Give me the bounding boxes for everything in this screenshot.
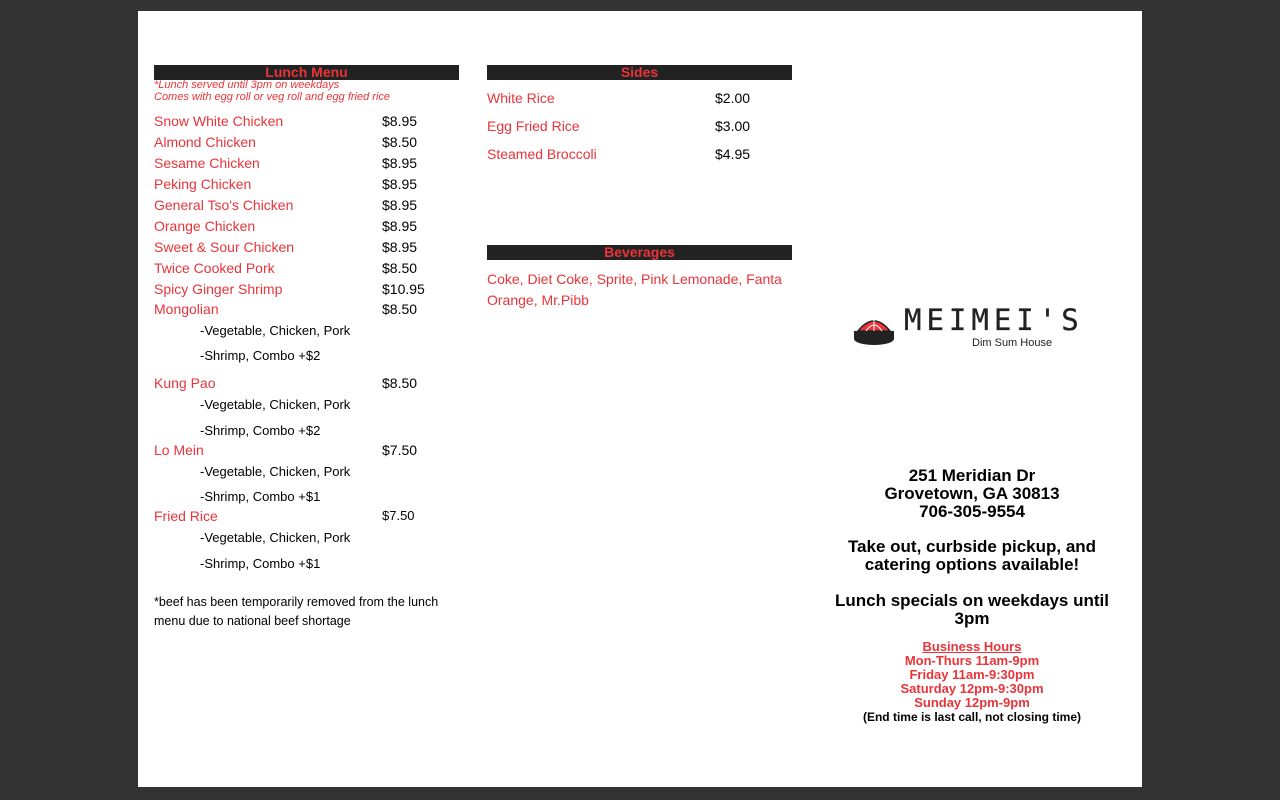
dumpling-basket-icon (852, 311, 898, 351)
address-block (818, 467, 1126, 521)
item-name: Sweet & Sour Chicken (154, 239, 295, 255)
takeout-line-1: Take out, curbside pickup, and (847, 537, 1097, 556)
hours-line-2: Friday 11am-9:30pm (909, 667, 1035, 682)
item-price: $7.50 (382, 508, 415, 523)
menu-item (154, 155, 454, 175)
hours-line-1: Mon-Thurs 11am-9pm (904, 653, 1040, 668)
item-name: Snow White Chicken (154, 113, 284, 129)
sides-header: Sides (487, 65, 792, 80)
hours-note: (End time is last call, not closing time) (862, 710, 1082, 724)
item-price: $8.95 (382, 113, 418, 129)
menu-item-kung-pao (154, 375, 454, 395)
lunch-note-2: Comes with egg roll or veg roll and egg fried rice (154, 91, 391, 103)
menu-item (154, 113, 454, 133)
item-price: $7.50 (382, 442, 418, 458)
side-item (487, 90, 787, 110)
item-name: Spicy Ginger Shrimp (154, 281, 283, 297)
menu-item (154, 260, 454, 280)
item-price: $4.95 (715, 146, 751, 162)
item-price: $8.50 (382, 134, 418, 150)
kung-pao-option-1: -Vegetable, Chicken, Pork (200, 397, 351, 412)
beverages-list: Coke, Diet Coke, Sprite, Pink Lemonade, Fanta Orange, Mr.Pibb (487, 271, 782, 308)
item-price: $8.95 (382, 176, 418, 192)
item-name: Orange Chicken (154, 218, 256, 234)
item-name: Steamed Broccoli (487, 146, 597, 162)
menu-page (138, 11, 1142, 787)
menu-item (154, 176, 454, 196)
lunch-specials-block (818, 592, 1126, 628)
lunch-column (154, 11, 464, 771)
item-price: $8.50 (382, 301, 418, 317)
fried-rice-option-2: -Shrimp, Combo +$1 (200, 556, 321, 571)
side-item (487, 146, 787, 166)
item-name: Kung Pao (154, 375, 216, 391)
brand-name: MEIMEI'S (904, 303, 1084, 337)
item-name: Egg Fried Rice (487, 118, 580, 134)
beverages-header: Beverages (487, 245, 792, 260)
fried-rice-option-1: -Vegetable, Chicken, Pork (200, 530, 351, 545)
item-price: $8.95 (382, 155, 418, 171)
item-name: Almond Chicken (154, 134, 256, 150)
menu-item (154, 218, 454, 238)
item-name: Peking Chicken (154, 176, 252, 192)
lunch-specials-line-1: Lunch specials on weekdays until (835, 591, 1109, 610)
menu-item-mongolian (154, 301, 454, 321)
item-name: Lo Mein (154, 442, 204, 458)
item-name: General Tso's Chicken (154, 197, 294, 213)
item-name: Fried Rice (154, 508, 218, 524)
item-price: $3.00 (715, 118, 751, 134)
item-price: $8.95 (382, 197, 418, 213)
menu-item (154, 197, 454, 217)
item-price: $10.95 (382, 281, 425, 297)
business-hours-block (818, 640, 1126, 724)
sides-column (487, 11, 797, 771)
hours-line-3: Saturday 12pm-9:30pm (900, 681, 1044, 696)
takeout-line-2: catering options available! (864, 555, 1080, 574)
menu-item (154, 281, 454, 301)
item-price: $8.95 (382, 218, 418, 234)
item-price: $8.95 (382, 239, 418, 255)
kung-pao-option-2: -Shrimp, Combo +$2 (200, 423, 321, 438)
item-name: Sesame Chicken (154, 155, 260, 171)
item-name: Mongolian (154, 301, 219, 317)
lunch-menu-header: Lunch Menu (154, 65, 459, 80)
item-name: Twice Cooked Pork (154, 260, 275, 276)
address-line-1: 251 Meridian Dr (908, 466, 1036, 485)
item-price: $8.50 (382, 260, 418, 276)
lunch-note-1: *Lunch served until 3pm on weekdays (154, 79, 340, 91)
lo-mein-option-1: -Vegetable, Chicken, Pork (200, 464, 351, 479)
side-item (487, 118, 787, 138)
item-price: $8.50 (382, 375, 418, 391)
brand-tagline: Dim Sum House (972, 337, 1053, 349)
brand-logo (852, 303, 1092, 353)
menu-item (154, 239, 454, 259)
mongolian-option-2: -Shrimp, Combo +$2 (200, 348, 321, 363)
info-column (818, 11, 1126, 771)
business-hours-title: Business Hours (922, 639, 1022, 654)
lo-mein-option-2: -Shrimp, Combo +$1 (200, 489, 321, 504)
lunch-specials-line-2: 3pm (954, 609, 990, 628)
menu-item-fried-rice (154, 508, 454, 528)
menu-item-lo-mein (154, 442, 454, 462)
beef-footnote: *beef has been temporarily removed from the lunch menu due to national beef shortage (154, 595, 439, 628)
phone-number: 706-305-9554 (919, 502, 1025, 521)
menu-item (154, 134, 454, 154)
item-price: $2.00 (715, 90, 751, 106)
takeout-block (818, 538, 1126, 574)
mongolian-option-1: -Vegetable, Chicken, Pork (200, 323, 351, 338)
item-name: White Rice (487, 90, 555, 106)
hours-line-4: Sunday 12pm-9pm (914, 695, 1030, 710)
address-line-2: Grovetown, GA 30813 (884, 484, 1060, 503)
